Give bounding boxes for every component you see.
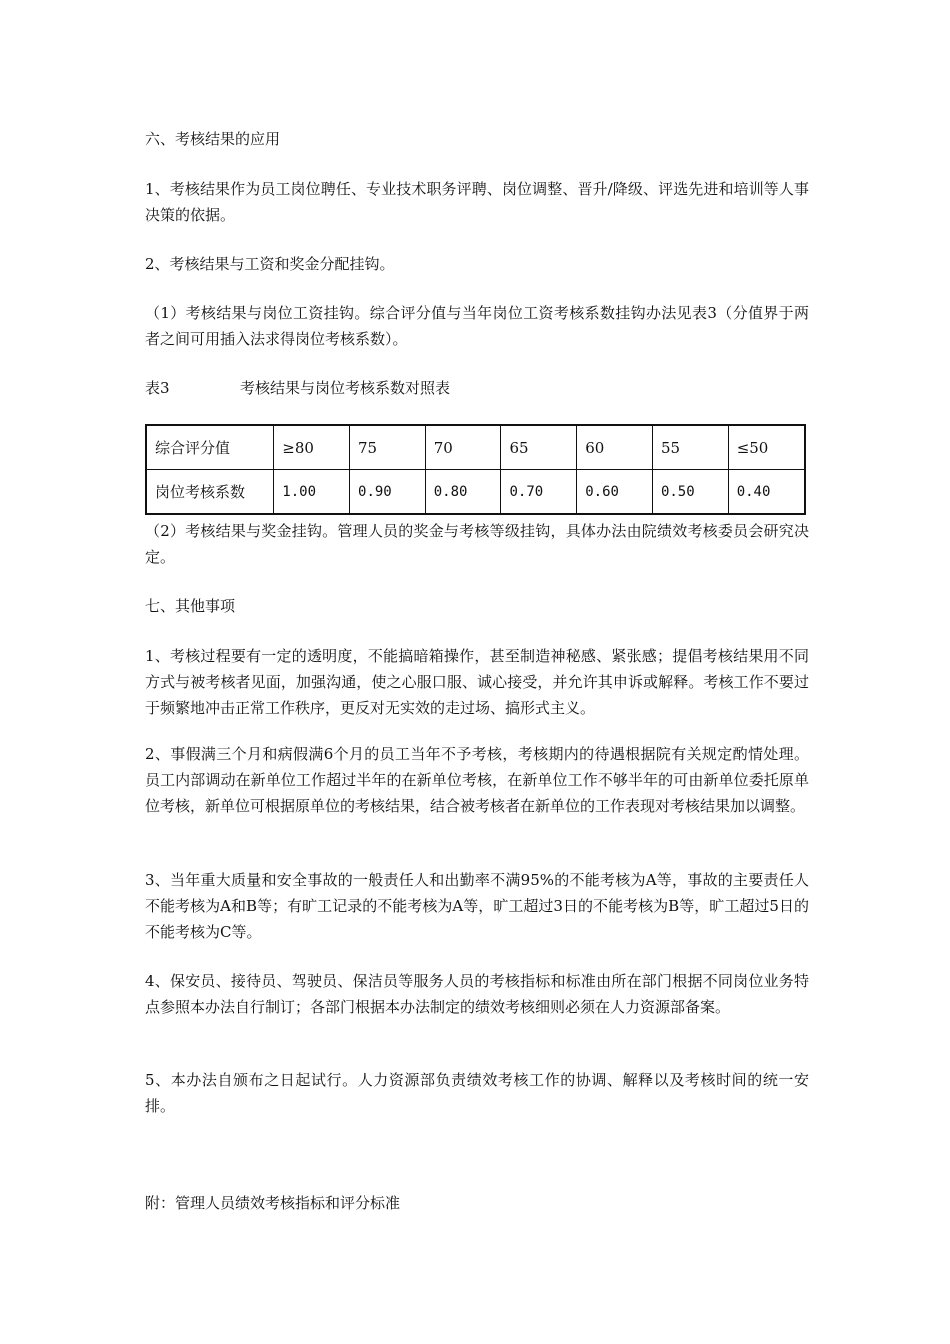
table-caption: 考核结果与岗位考核系数对照表 [240,379,451,397]
table-cell: 1.00 [274,470,350,515]
section-6-item-1: 1、考核结果作为员工岗位聘任、专业技术职务评聘、岗位调整、晋升/降级、评选先进和培训等人事决策的依据。 [145,180,809,224]
table-cell: ≥80 [274,425,350,470]
section-6-heading: 六、考核结果的应用 [145,130,281,148]
section-7-item-2: 2、事假满三个月和病假满6个月的员工当年不予考核，考核期内的待遇根据院有关规定酌情处理。员工内部调动在新单位工作超过半年的在新单位考核，在新单位工作不够半年的可由新单位委托原单位考核，新单位可根据原单位的考核结果，结合被考核者在新单位的工作表现对考核结果加以调整。 [145,745,809,815]
section-6-item-2-1: （1）考核结果与岗位工资挂钩。综合评分值与当年岗位工资考核系数挂钩办法见表3（分值界于两者之间可用插入法求得岗位考核系数）。 [145,304,809,348]
section-7-item-5: 5、本办法自颁布之日起试行。人力资源部负责绩效考核工作的协调、解释以及考核时间的统一安排。 [145,1071,809,1115]
table-cell: 0.80 [425,470,501,515]
table-cell: 55 [652,425,728,470]
table-cell: 0.40 [728,470,805,515]
table-cell: 0.90 [350,470,426,515]
table-cell: 0.60 [577,470,653,515]
section-7-item-4: 4、保安员、接待员、驾驶员、保洁员等服务人员的考核指标和标准由所在部门根据不同岗位业务特点参照本办法自行制订；各部门根据本办法制定的绩效考核细则必须在人力资源部备案。 [145,972,809,1016]
table-header-cell: 岗位考核系数 [146,470,274,515]
appendix-note: 附：管理人员绩效考核指标和评分标准 [145,1194,401,1212]
table-cell: 65 [501,425,577,470]
table-row [146,425,805,470]
table-cell: 70 [425,425,501,470]
table-cell: ≤50 [728,425,805,470]
section-6-item-2-2: （2）考核结果与奖金挂钩。管理人员的奖金与考核等级挂钩，具体办法由院绩效考核委员会研究决定。 [145,522,809,566]
table-row [146,470,805,515]
coefficient-table [145,424,806,515]
table-cell: 0.50 [652,470,728,515]
table-cell: 0.70 [501,470,577,515]
section-6-item-2: 2、考核结果与工资和奖金分配挂钩。 [145,255,395,273]
table-cell: 60 [577,425,653,470]
section-7-heading: 七、其他事项 [145,597,236,615]
table-cell: 75 [350,425,426,470]
section-7-item-1: 1、考核过程要有一定的透明度，不能搞暗箱操作，甚至制造神秘感、紧张感；提倡考核结果用不同方式与被考核者见面，加强沟通，使之心服口服、诚心接受，并允许其申诉或解释。考核工作不要过于频繁地冲击正常工作秩序，更反对无实效的走过场、搞形式主义。 [145,647,809,717]
table-number: 表3 [145,379,170,397]
table-header-cell: 综合评分值 [146,425,274,470]
section-7-item-3: 3、当年重大质量和安全事故的一般责任人和出勤率不满95%的不能考核为A等，事故的主要责任人不能考核为A和B等；有旷工记录的不能考核为A等，旷工超过3日的不能考核为B等，旷工超过5日的不能考核为C等。 [145,871,809,941]
